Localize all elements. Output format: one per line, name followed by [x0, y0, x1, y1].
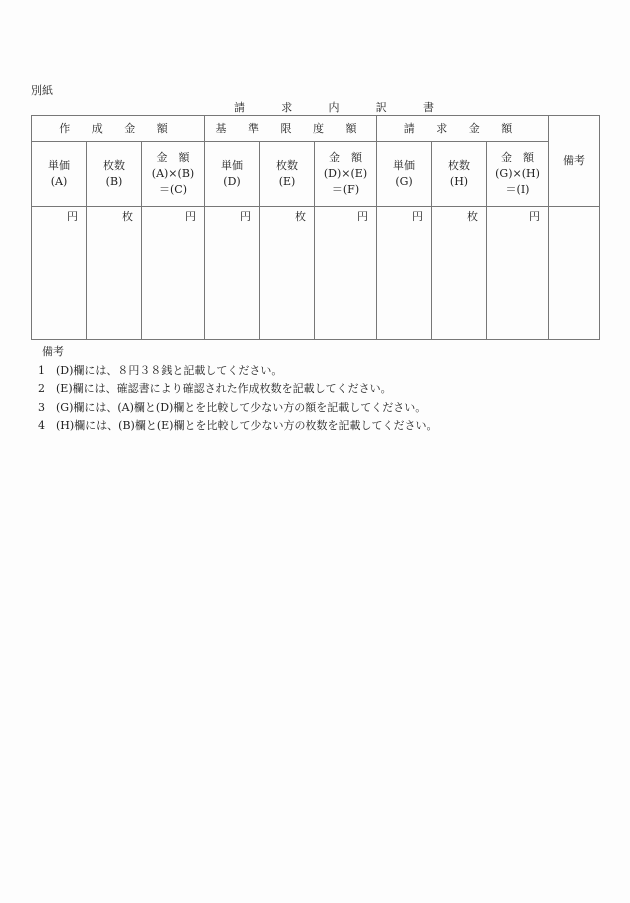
subheader-result: ＝(I): [505, 183, 530, 196]
title-char: 求: [281, 101, 293, 114]
subheader-formula: (G)×(H): [495, 167, 540, 180]
group-header-standard-limit: 基 準 限 度 額: [204, 115, 377, 142]
subheader-unit-price-a: [31, 141, 87, 207]
subheader-result: ＝(C): [159, 183, 187, 196]
subheader-count-b: [86, 141, 142, 207]
note-number: 1: [38, 363, 45, 377]
subheader-count-h: [431, 141, 487, 207]
subheader-formula: (A)×(B): [151, 167, 195, 180]
note-text: (D)欄には、８円３８銭と記載してください。: [56, 363, 283, 377]
document-title: [204, 99, 434, 115]
subheader-count-e: [259, 141, 315, 207]
subheader-label: 金 額: [329, 151, 362, 164]
billing-breakdown-table: [31, 115, 600, 340]
cell-remarks[interactable]: [548, 206, 600, 340]
subheader-label: 単価: [221, 159, 243, 172]
subheader-label: 枚数: [103, 159, 125, 172]
notes-header: 備考: [42, 345, 64, 358]
subheader-code: (E): [278, 175, 296, 188]
note-text: (H)欄には、(B)欄と(E)欄とを比較して少ない方の枚数を記載してください。: [56, 419, 438, 432]
subheader-amount-f: [314, 141, 377, 207]
subheader-formula: (D)×(E): [323, 167, 368, 180]
cell-amount-f[interactable]: 円: [314, 206, 377, 340]
subheader-code: (D): [223, 175, 241, 188]
title-char: 内: [328, 101, 340, 114]
subheader-label: 金 額: [501, 151, 534, 164]
notes-section: [38, 343, 437, 436]
note-number: 4: [38, 419, 45, 432]
cell-unit-price-d[interactable]: 円: [204, 206, 260, 340]
subheader-label: 単価: [393, 159, 415, 172]
note-item: [38, 380, 437, 399]
attachment-label: 別紙: [31, 84, 53, 97]
subheader-code: (A): [50, 175, 68, 188]
cell-amount-c[interactable]: 円: [141, 206, 205, 340]
cell-amount-i[interactable]: 円: [486, 206, 549, 340]
title-char: 訳: [375, 101, 387, 114]
note-number: 2: [38, 382, 45, 395]
cell-unit-price-g[interactable]: 円: [376, 206, 432, 340]
note-item: [38, 362, 437, 381]
cell-count-h[interactable]: 枚: [431, 206, 487, 340]
subheader-code: (G): [395, 175, 413, 188]
subheader-code: (H): [449, 175, 469, 188]
subheader-label: 枚数: [448, 159, 470, 172]
group-header-claim-amount: 請 求 金 額: [376, 115, 549, 142]
subheader-result: ＝(F): [331, 183, 360, 196]
title-char: 書: [423, 101, 434, 114]
note-item: [38, 417, 437, 436]
title-char: 請: [234, 101, 245, 114]
subheader-label: 枚数: [276, 159, 298, 172]
note-text: (E)欄には、確認書により確認された作成枚数を記載してください。: [56, 382, 392, 395]
subheader-code: (B): [105, 175, 123, 188]
group-header-production-amount: 作 成 金 額: [31, 115, 205, 142]
cell-count-e[interactable]: 枚: [259, 206, 315, 340]
subheader-unit-price-g: [376, 141, 432, 207]
cell-unit-price-a[interactable]: 円: [31, 206, 87, 340]
subheader-unit-price-d: [204, 141, 260, 207]
subheader-label: 単価: [48, 159, 70, 172]
note-number: 3: [38, 400, 45, 414]
subheader-amount-c: [141, 141, 205, 207]
note-item: [38, 399, 437, 418]
subheader-amount-i: [486, 141, 549, 207]
subheader-label: 金 額: [156, 151, 190, 164]
cell-count-b[interactable]: 枚: [86, 206, 142, 340]
remarks-header: 備考: [548, 115, 600, 207]
note-text: (G)欄には、(A)欄と(D)欄とを比較して少ない方の額を記載してください。: [56, 400, 427, 414]
